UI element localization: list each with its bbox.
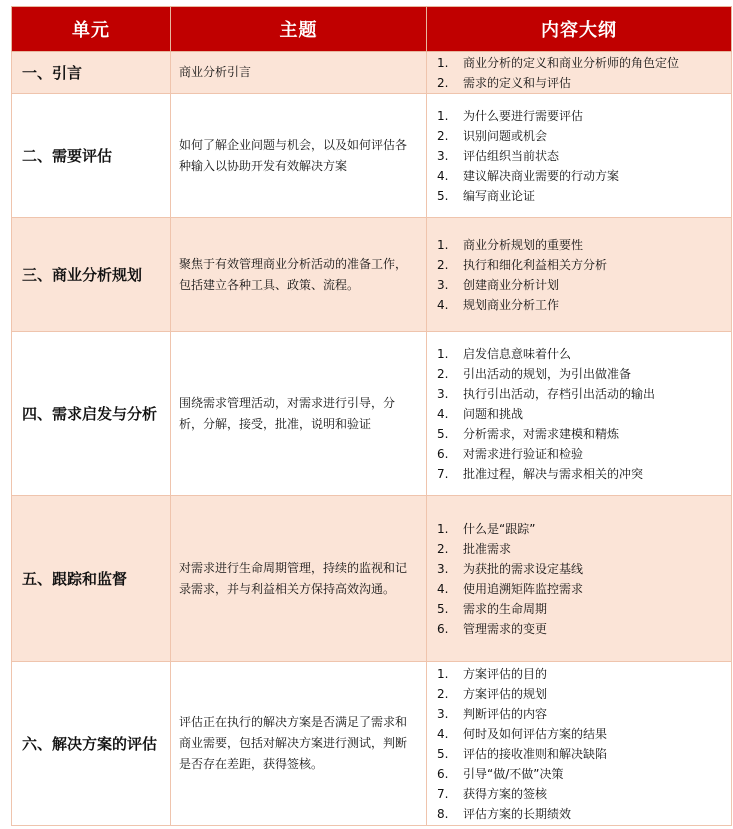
list-item-number: 1. — [437, 55, 449, 70]
topic-cell: 聚焦于有效管理商业分析活动的准备工作，包括建立各种工具、政策、流程。 — [171, 218, 427, 332]
list-item-text: 编写商业论证 — [463, 188, 536, 203]
list-item — [437, 684, 725, 704]
list-item — [437, 384, 725, 404]
list-item — [437, 724, 725, 744]
list-item-text: 分析需求，对需求建模和精炼 — [463, 426, 620, 441]
list-item — [437, 404, 725, 424]
list-item — [437, 166, 725, 186]
table-row — [12, 218, 732, 332]
list-item-text: 规划商业分析工作 — [463, 297, 560, 312]
list-item-number: 1. — [437, 108, 449, 123]
list-item-number: 7. — [437, 786, 449, 801]
outline-list — [437, 106, 725, 206]
list-item — [437, 444, 725, 464]
list-item-number: 5. — [437, 188, 449, 203]
header-topic: 主题 — [171, 7, 427, 52]
list-item-text: 启发信息意味着什么 — [463, 346, 572, 361]
list-item — [437, 235, 725, 255]
list-item-number: 2. — [437, 541, 449, 556]
list-item-text: 问题和挑战 — [463, 406, 524, 421]
unit-cell: 三、商业分析规划 — [12, 218, 171, 332]
list-item-number: 2. — [437, 366, 449, 381]
list-item — [437, 744, 725, 764]
outline-list — [437, 235, 725, 315]
list-item-text: 引出活动的规划，为引出做准备 — [463, 366, 632, 381]
list-item-number: 5. — [437, 746, 449, 761]
list-item-number: 4. — [437, 406, 449, 421]
outline-cell — [427, 662, 732, 826]
course-outline-table — [11, 6, 732, 826]
list-item-text: 管理需求的变更 — [463, 621, 548, 636]
topic-cell: 围绕需求管理活动，对需求进行引导，分析，分解，接受，批准，说明和验证 — [171, 332, 427, 496]
unit-cell: 一、引言 — [12, 52, 171, 94]
outline-cell — [427, 52, 732, 94]
list-item — [437, 146, 725, 166]
list-item — [437, 519, 725, 539]
list-item — [437, 579, 725, 599]
list-item-text: 获得方案的签核 — [463, 786, 548, 801]
list-item-number: 3. — [437, 277, 449, 292]
list-item-number: 1. — [437, 521, 449, 536]
list-item-number: 3. — [437, 706, 449, 721]
list-item — [437, 704, 725, 724]
list-item-number: 4. — [437, 581, 449, 596]
list-item-text: 批准过程，解决与需求相关的冲突 — [463, 466, 644, 481]
list-item-text: 判断评估的内容 — [463, 706, 548, 721]
list-item — [437, 764, 725, 784]
list-item-text: 商业分析规划的重要性 — [463, 237, 584, 252]
list-item-number: 2. — [437, 257, 449, 272]
table-row — [12, 52, 732, 94]
list-item-text: 方案评估的目的 — [463, 666, 548, 681]
header-outline: 内容大纲 — [427, 7, 732, 52]
list-item-number: 8. — [437, 806, 449, 821]
list-item-number: 4. — [437, 168, 449, 183]
list-item — [437, 53, 725, 73]
list-item-number: 5. — [437, 426, 449, 441]
list-item-text: 需求的生命周期 — [463, 601, 548, 616]
list-item-text: 识别问题或机会 — [463, 128, 548, 143]
table-row — [12, 496, 732, 662]
list-item — [437, 599, 725, 619]
unit-cell: 二、需要评估 — [12, 94, 171, 218]
list-item-number: 1. — [437, 346, 449, 361]
list-item — [437, 464, 725, 484]
list-item — [437, 559, 725, 579]
list-item-text: 评估方案的长期绩效 — [463, 806, 572, 821]
list-item — [437, 275, 725, 295]
outline-cell — [427, 332, 732, 496]
list-item-number: 3. — [437, 386, 449, 401]
list-item-number: 2. — [437, 75, 449, 90]
outline-cell — [427, 218, 732, 332]
list-item-number: 1. — [437, 237, 449, 252]
list-item — [437, 804, 725, 824]
list-item-text: 执行引出活动，存档引出活动的输出 — [463, 386, 656, 401]
list-item — [437, 344, 725, 364]
list-item-text: 什么是“跟踪” — [463, 521, 536, 536]
outline-cell — [427, 94, 732, 218]
list-item-number: 6. — [437, 766, 449, 781]
list-item-number: 4. — [437, 297, 449, 312]
list-item-number: 6. — [437, 621, 449, 636]
topic-cell: 商业分析引言 — [171, 52, 427, 94]
outline-cell — [427, 496, 732, 662]
list-item-text: 方案评估的规划 — [463, 686, 548, 701]
list-item — [437, 295, 725, 315]
list-item — [437, 126, 725, 146]
list-item-text: 使用追溯矩阵监控需求 — [463, 581, 584, 596]
table-body — [12, 52, 732, 826]
list-item-text: 为获批的需求设定基线 — [463, 561, 584, 576]
list-item-text: 商业分析的定义和商业分析师的角色定位 — [463, 55, 680, 70]
list-item-text: 为什么要进行需要评估 — [463, 108, 584, 123]
table-row — [12, 332, 732, 496]
list-item — [437, 539, 725, 559]
list-item-number: 5. — [437, 601, 449, 616]
outline-list — [437, 664, 725, 824]
header-row — [12, 7, 732, 52]
list-item-text: 对需求进行验证和检验 — [463, 446, 584, 461]
outline-list — [437, 53, 725, 93]
header-unit: 单元 — [12, 7, 171, 52]
list-item-number: 4. — [437, 726, 449, 741]
outline-list — [437, 519, 725, 639]
topic-cell: 如何了解企业问题与机会，以及如何评估各种输入以协助开发有效解决方案 — [171, 94, 427, 218]
list-item-text: 创建商业分析计划 — [463, 277, 560, 292]
table-row — [12, 662, 732, 826]
list-item-number: 3. — [437, 561, 449, 576]
table-row — [12, 94, 732, 218]
list-item-number: 1. — [437, 666, 449, 681]
unit-cell: 四、需求启发与分析 — [12, 332, 171, 496]
list-item — [437, 784, 725, 804]
unit-cell: 六、解决方案的评估 — [12, 662, 171, 826]
list-item — [437, 255, 725, 275]
list-item — [437, 664, 725, 684]
list-item-number: 6. — [437, 446, 449, 461]
list-item — [437, 424, 725, 444]
list-item-text: 执行和细化利益相关方分析 — [463, 257, 608, 272]
list-item-text: 引导“做/不做”决策 — [463, 766, 564, 781]
list-item-text: 建议解决商业需要的行动方案 — [463, 168, 620, 183]
list-item-text: 评估的接收准则和解决缺陷 — [463, 746, 608, 761]
list-item-number: 7. — [437, 466, 449, 481]
list-item — [437, 73, 725, 93]
topic-cell: 评估正在执行的解决方案是否满足了需求和商业需要，包括对解决方案进行测试，判断是否存在差距，获得签核。 — [171, 662, 427, 826]
list-item-text: 批准需求 — [463, 541, 512, 556]
list-item-number: 2. — [437, 128, 449, 143]
list-item-number: 3. — [437, 148, 449, 163]
unit-cell: 五、跟踪和监督 — [12, 496, 171, 662]
list-item — [437, 106, 725, 126]
list-item-number: 2. — [437, 686, 449, 701]
list-item — [437, 186, 725, 206]
list-item-text: 评估组织当前状态 — [463, 148, 560, 163]
outline-list — [437, 344, 725, 484]
list-item — [437, 364, 725, 384]
topic-cell: 对需求进行生命周期管理，持续的监视和记录需求，并与利益相关方保持高效沟通。 — [171, 496, 427, 662]
list-item-text: 需求的定义和与评估 — [463, 75, 572, 90]
list-item-text: 何时及如何评估方案的结果 — [463, 726, 608, 741]
list-item — [437, 619, 725, 639]
